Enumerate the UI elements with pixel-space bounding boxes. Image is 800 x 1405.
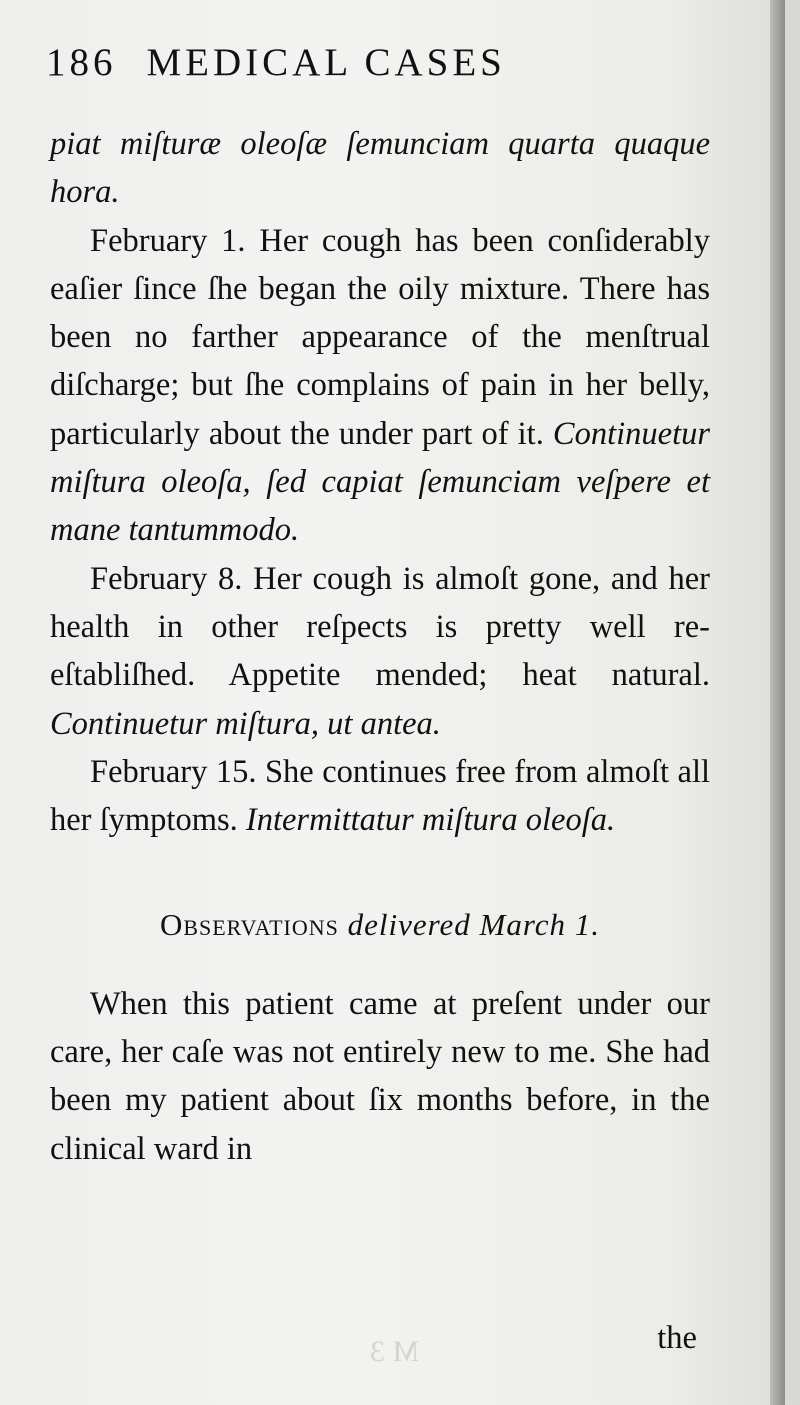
paragraph-february-8 [50,555,710,748]
prescription-text: Continuetur miſtura, ut antea. [50,705,441,742]
page-number: 186 [46,41,117,84]
paragraph-february-1 [50,217,710,555]
heading-label: Observations [159,907,339,943]
running-head [46,40,506,85]
running-title: MEDICAL CASES [146,41,506,84]
bleed-through-signature: M 3 [370,1335,420,1368]
paragraph-continuation [50,120,710,217]
section-heading [50,901,710,949]
prescription-text: piat miſturæ oleoſæ ſemunciam quarta quaque hora. [50,126,710,211]
paragraph-text: February 15. She continues free from almoſt all her ſymptoms. [50,753,710,839]
paragraph-text: February 1. Her cough has been conſiderably eaſier ſince ſhe began the oily mixture. There has been no farther appearance of the menſtrual diſcharge; but ſhe complains of pain in her belly, particularly about the under part of it. [50,222,710,452]
prescription-text: Intermittatur miſtura oleoſa. [245,802,616,839]
body-text [50,120,710,1173]
prescription-text: Continuetur miſtura oleoſa, ſed capiat ſemunciam veſpere et mane tantummodo. [50,415,710,549]
paragraph-text: When this patient came at preſent under our care, her caſe was not entirely new to me. She had been my patient about ſix months before, in the clinical ward in [50,985,710,1167]
catchword: the [657,1320,697,1356]
heading-italic: delivered March 1. [347,907,601,943]
paragraph-observations [50,980,710,1173]
paragraph-february-15 [50,748,710,845]
page-edge [770,0,785,1405]
paragraph-text: February 8. Her cough is almoſt gone, and her health in other reſpects is pretty well re-eſtabliſhed. Appetite mended; heat natural. [50,560,710,694]
